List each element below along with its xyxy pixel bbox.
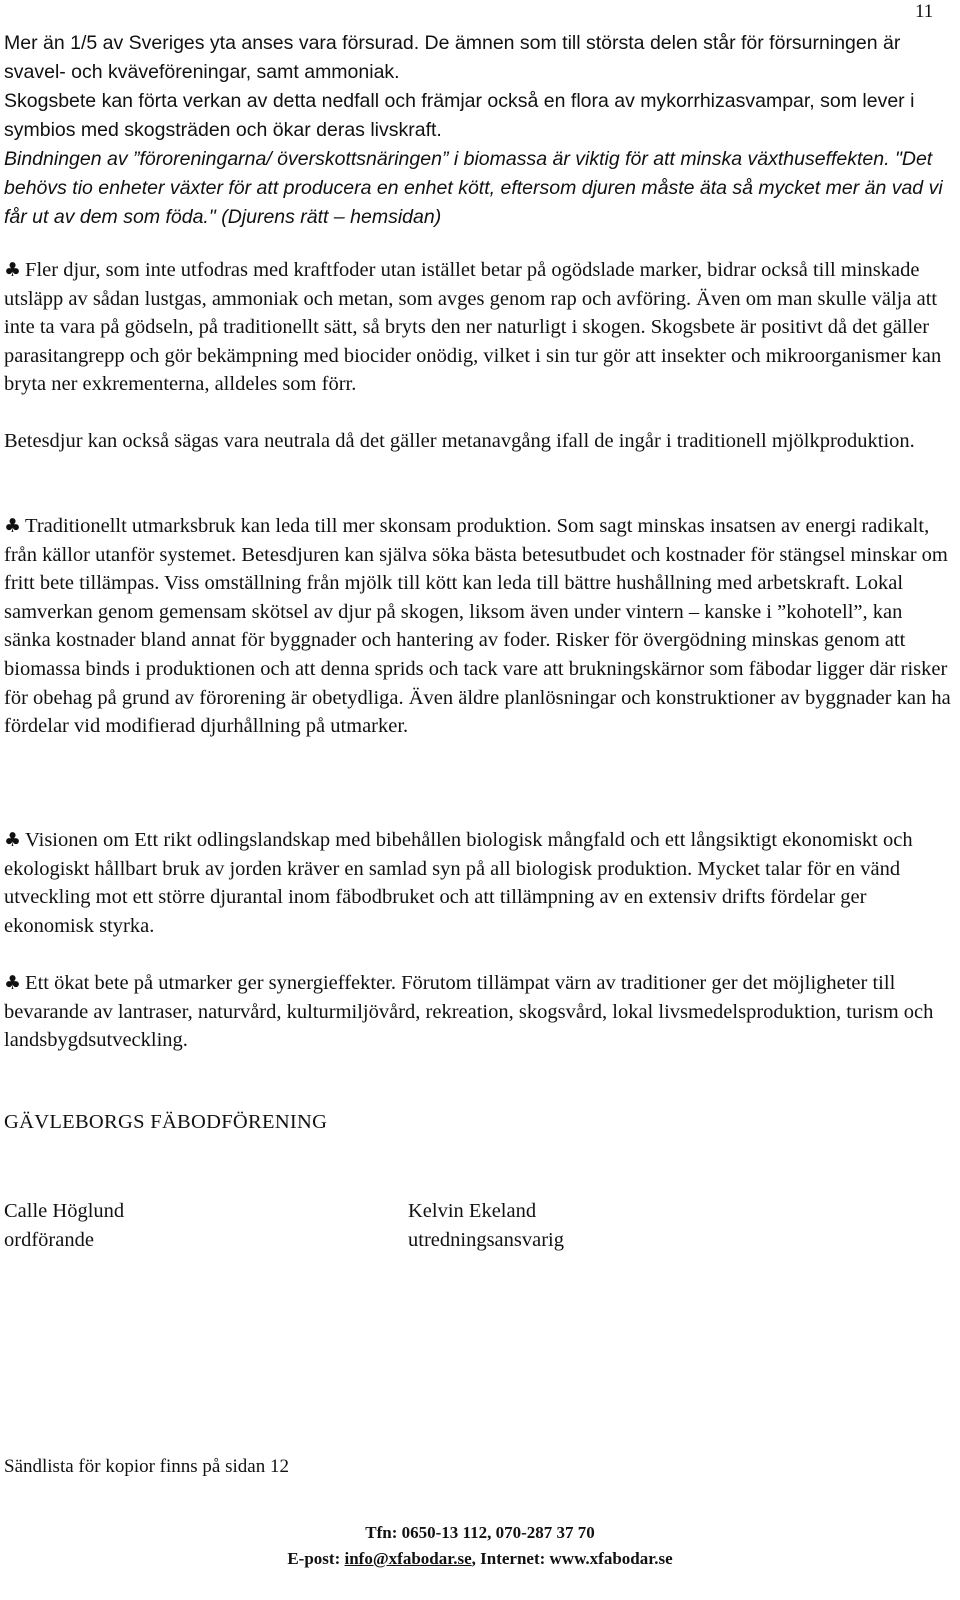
- footer-email-label: E-post:: [287, 1549, 345, 1568]
- intro-biomass-quote: [4, 145, 950, 232]
- club-bullet-icon: ♣: [4, 259, 22, 281]
- club-bullet-icon: ♣: [4, 515, 22, 537]
- signatory-name: Kelvin Ekeland: [408, 1200, 537, 1222]
- distribution-note: Sändlista för kopior finns på sidan 12: [4, 1456, 289, 1477]
- intro-acidification-text: Mer än 1/5 av Sveriges yta anses vara försurad. De ämnen som till största delen står för försurningen är svavel- och kväveföreningar, samt ammoniak.: [4, 32, 901, 83]
- signatory-role: utredningsansvarig: [408, 1229, 564, 1251]
- signatory-name: Calle Höglund: [4, 1200, 125, 1222]
- page-number: 11: [915, 1, 934, 22]
- signatory-chair: [4, 1197, 124, 1255]
- footer-phone: Tfn: 0650-13 112, 070-287 37 70: [365, 1523, 595, 1542]
- club-bullet-icon: ♣: [4, 829, 22, 851]
- bullet-text: Visionen om Ett rikt odlingslandskap med bibehållen biologisk mångfald och ett långsiktigt ekonomiskt och ekologiskt hållbart bruk av jorden kräver en samlad syn på all biologisk produktion. Mycket talar för en vänd utveckling mot ett större djurantal inom fäbodbruket och att tillämpning av en extensiv drifts fördelar ger ekonomisk styrka.: [4, 829, 913, 937]
- intro-quote-text: Bindningen av ”föroreningarna/ överskottsnäringen” i biomassa är viktig för att minska växthuseffekten. "Det behövs tio enheter växter för att producera en enhet kött, eftersom djuren måste äta så mycket mer än vad vi får ut av dem som föda.": [4, 148, 943, 228]
- bullet-text: Fler djur, som inte utfodras med kraftfoder utan istället betar på ogödslade marker, bidrar också till minskade utsläpp av sådan lustgas, ammoniak och metan, som avges genom rap och avföring. Även om man skulle välja att inte ta vara på gödseln, på traditionellt sätt, så bryts den ner naturligt i skogen. Skogsbete är positivt då det gäller parasitangrepp och gör bekämpning med biocider onödig, vilket i sin tur gör att insekter och mikroorganismer kan bryta ner exkrementerna, alldeles som förr.: [4, 259, 942, 396]
- club-bullet-icon: ♣: [4, 972, 22, 994]
- footer-contact-line: [0, 1546, 960, 1572]
- signatory-role: ordförande: [4, 1229, 94, 1251]
- footer-internet-label: , Internet:: [471, 1549, 550, 1568]
- organization-name: GÄVLEBORGS FÄBODFÖRENING: [4, 1111, 328, 1133]
- intro-quote-source: (Djurens rätt – hemsidan): [215, 206, 442, 228]
- bullet-paragraph-2: [4, 512, 952, 741]
- bullet-text: Ett ökat bete på utmarker ger synergieffekter. Förutom tillämpat värn av traditioner ger det möjligheter till bevarande av lantraser, naturvård, kulturmiljövård, rekreation, skogsvård, lokal livsmedelsproduktion, turism och landsbygdsutveckling.: [4, 972, 934, 1052]
- signatory-investigator: [408, 1197, 564, 1255]
- bullet-text: Traditionellt utmarksbruk kan leda till mer skonsam produktion. Som sagt minskas insatsen av energi radikalt, från källor utanför systemet. Betesdjuren kan själva söka bästa betesutbudet och kostnader för stängsel minskar om fritt bete tillämpas. Viss omställning från mjölk till kött kan leda till bättre hushållning med arbetskraft. Lokal samverkan genom gemensam skötsel av djur på skogen, liksom även under vintern – kanske i ”kohotell”, kan sänka kostnader bland annat för byggnader och hantering av foder. Risker för övergödning minskas genom att biomassa binds i produktionen och att denna sprids och tack vare att brukningskärnor som fäbodar ligger där risker för obehag på grund av förorening är obetydliga. Även äldre planlösningar och konstruktioner av byggnader kan ha fördelar vid modifierad djurhållning på utmarker.: [4, 515, 951, 738]
- bullet-paragraph-3: [4, 826, 952, 940]
- page-footer: [0, 1520, 960, 1572]
- footer-email-link[interactable]: info@xfabodar.se: [344, 1549, 472, 1568]
- bullet-paragraph-4: [4, 969, 952, 1055]
- intro-block: [4, 29, 950, 232]
- intro-forest-grazing-text: Skogsbete kan förta verkan av detta nedfall och främjar också en flora av mykorrhizasvampar, som lever i symbios med skogsträden och ökar deras livskraft.: [4, 90, 915, 141]
- footer-website[interactable]: www.xfabodar.se: [549, 1549, 673, 1568]
- bullet-paragraph-1: [4, 256, 952, 399]
- betesdjur-paragraph: Betesdjur kan också sägas vara neutrala då det gäller metanavgång ifall de ingår i traditionell mjölkproduktion.: [4, 430, 915, 452]
